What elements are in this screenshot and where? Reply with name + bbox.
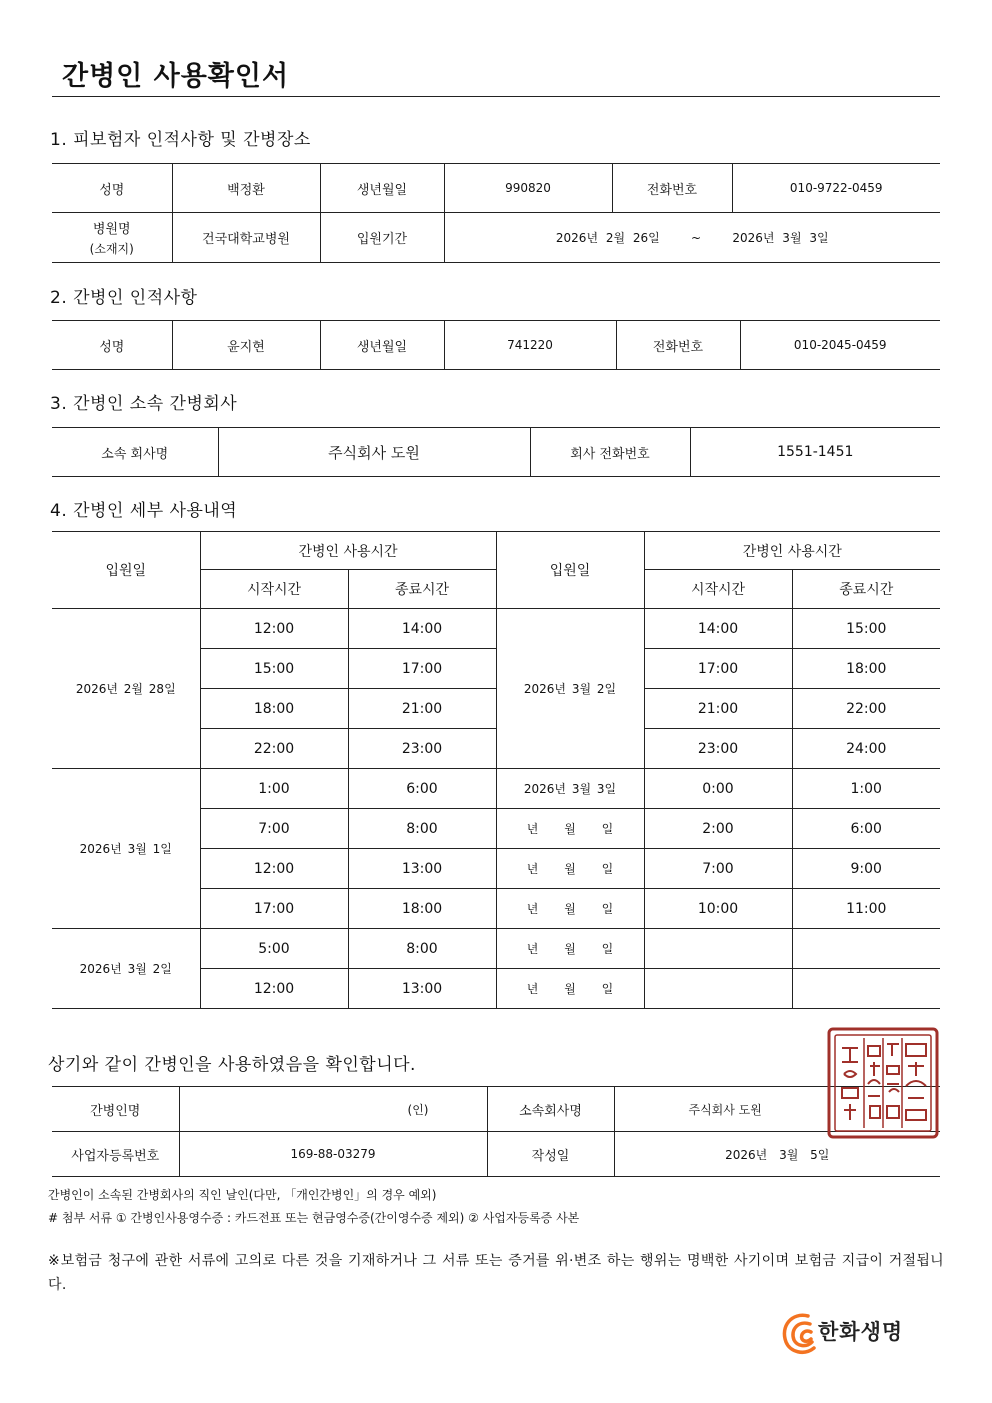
left-start-time: 12:00 bbox=[200, 849, 348, 889]
left-end-time: 6:00 bbox=[348, 769, 496, 809]
sign-company-label: 소속회사명 bbox=[487, 1087, 614, 1132]
right-date-cell: 년 월 일 bbox=[496, 809, 644, 849]
table-row bbox=[52, 769, 940, 809]
caregiver-sign-field: (인) bbox=[179, 1087, 487, 1132]
company-table bbox=[52, 427, 940, 477]
right-start-time: 7:00 bbox=[644, 849, 792, 889]
left-start-time: 18:00 bbox=[200, 689, 348, 729]
left-end-time: 17:00 bbox=[348, 649, 496, 689]
logo-text: 한화생명 bbox=[818, 1320, 904, 1344]
note-attachments: # 첨부 서류 ① 간병인사용영수증 : 카드전표 또는 현금영수증(간이영수증 제외) ② 사업자등록증 사본 bbox=[48, 1211, 580, 1225]
insured-name: 백정환 bbox=[172, 164, 320, 213]
period-start: 2026년 2월 26일 bbox=[555, 231, 660, 245]
right-date-cell: 2026년 3월 2일 bbox=[496, 609, 644, 769]
table-row bbox=[52, 929, 940, 969]
section-1-title: 1. 피보험자 인적사항 및 간병장소 bbox=[50, 130, 311, 150]
title-divider bbox=[52, 96, 940, 97]
hospital-label-line2: (소재지) bbox=[89, 242, 134, 256]
left-start-time: 7:00 bbox=[200, 809, 348, 849]
insured-table bbox=[52, 163, 940, 263]
hospital-name: 건국대학교병원 bbox=[172, 213, 320, 263]
admission-period bbox=[444, 213, 940, 263]
period-separator: ~ bbox=[691, 231, 702, 245]
caregiver-sign-label: 간병인명 bbox=[52, 1087, 179, 1132]
left-end-time: 13:00 bbox=[348, 969, 496, 1009]
left-end-time: 23:00 bbox=[348, 729, 496, 769]
company-seal-icon bbox=[826, 1026, 940, 1140]
written-date: 2026년 3월 5일 bbox=[614, 1132, 940, 1177]
right-end-time: 1:00 bbox=[792, 769, 940, 809]
left-end-header: 종료시간 bbox=[348, 570, 496, 609]
right-start-time bbox=[644, 969, 792, 1009]
period-label: 입원기간 bbox=[320, 213, 444, 263]
caregiver-name-label: 성명 bbox=[52, 321, 172, 370]
usage-table bbox=[52, 531, 940, 1009]
note-seal: 간병인이 소속된 간병회사의 직인 날인(다만, 「개인간병인」의 경우 예외) bbox=[48, 1188, 437, 1202]
insured-name-label: 성명 bbox=[52, 164, 172, 213]
right-end-time: 11:00 bbox=[792, 889, 940, 929]
hospital-label bbox=[52, 213, 172, 263]
confirm-text: 상기와 같이 간병인을 사용하였음을 확인합니다. bbox=[48, 1055, 416, 1075]
right-start-time: 14:00 bbox=[644, 609, 792, 649]
hospital-label-line1: 병원명 bbox=[92, 222, 131, 237]
right-end-time bbox=[792, 969, 940, 1009]
right-date-cell: 년 월 일 bbox=[496, 849, 644, 889]
right-start-time: 23:00 bbox=[644, 729, 792, 769]
left-date-header: 입원일 bbox=[52, 532, 200, 609]
right-end-time: 15:00 bbox=[792, 609, 940, 649]
right-start-time: 2:00 bbox=[644, 809, 792, 849]
company-phone: 1551-1451 bbox=[690, 428, 940, 477]
right-start-time: 17:00 bbox=[644, 649, 792, 689]
left-start-time: 12:00 bbox=[200, 609, 348, 649]
caregiver-name: 윤지현 bbox=[172, 321, 320, 370]
hanwha-logo bbox=[778, 1308, 938, 1358]
right-end-time: 6:00 bbox=[792, 809, 940, 849]
right-end-time: 18:00 bbox=[792, 649, 940, 689]
written-date-label: 작성일 bbox=[487, 1132, 614, 1177]
left-end-time: 8:00 bbox=[348, 809, 496, 849]
left-start-time: 15:00 bbox=[200, 649, 348, 689]
right-date-cell: 2026년 3월 3일 bbox=[496, 769, 644, 809]
right-date-header: 입원일 bbox=[496, 532, 644, 609]
right-date-cell: 년 월 일 bbox=[496, 929, 644, 969]
fraud-warning: ※보험금 청구에 관한 서류에 고의로 다른 것을 기재하거나 그 서류 또는 증거를 위·변조 하는 행위는 명백한 사기이며 보험금 지급이 거절됩니다. bbox=[48, 1253, 944, 1293]
insured-phone: 010-9722-0459 bbox=[732, 164, 940, 213]
biz-no: 169-88-03279 bbox=[179, 1132, 487, 1177]
left-start-time: 5:00 bbox=[200, 929, 348, 969]
right-date-cell: 년 월 일 bbox=[496, 969, 644, 1009]
left-date-cell: 2026년 3월 1일 bbox=[52, 769, 200, 929]
section-4-title: 4. 간병인 세부 사용내역 bbox=[50, 501, 238, 521]
section-2-title: 2. 간병인 인적사항 bbox=[50, 288, 198, 308]
right-start-time: 0:00 bbox=[644, 769, 792, 809]
right-time-header: 간병인 사용시간 bbox=[644, 532, 940, 570]
insured-birth-label: 생년월일 bbox=[320, 164, 444, 213]
company-name-label: 소속 회사명 bbox=[52, 428, 218, 477]
left-end-time: 13:00 bbox=[348, 849, 496, 889]
table-row bbox=[52, 609, 940, 649]
period-end: 2026년 3월 3일 bbox=[732, 231, 829, 245]
left-start-time: 12:00 bbox=[200, 969, 348, 1009]
company-phone-label: 회사 전화번호 bbox=[530, 428, 690, 477]
left-time-header: 간병인 사용시간 bbox=[200, 532, 496, 570]
left-end-time: 21:00 bbox=[348, 689, 496, 729]
right-start-time bbox=[644, 929, 792, 969]
hanwha-logo-icon bbox=[778, 1310, 822, 1358]
insured-phone-label: 전화번호 bbox=[612, 164, 732, 213]
left-start-time: 22:00 bbox=[200, 729, 348, 769]
left-date-cell: 2026년 3월 2일 bbox=[52, 929, 200, 1009]
page-title: 간병인 사용확인서 bbox=[62, 61, 290, 92]
left-end-time: 14:00 bbox=[348, 609, 496, 649]
right-start-time: 10:00 bbox=[644, 889, 792, 929]
right-end-time bbox=[792, 929, 940, 969]
left-start-time: 17:00 bbox=[200, 889, 348, 929]
sign-company: 주식회사 도원 bbox=[614, 1087, 940, 1132]
caregiver-birth: 741220 bbox=[444, 321, 616, 370]
caregiver-birth-label: 생년월일 bbox=[320, 321, 444, 370]
company-name: 주식회사 도원 bbox=[218, 428, 530, 477]
right-end-time: 22:00 bbox=[792, 689, 940, 729]
section-3-title: 3. 간병인 소속 간병회사 bbox=[50, 394, 238, 414]
caregiver-phone: 010-2045-0459 bbox=[740, 321, 940, 370]
right-start-time: 21:00 bbox=[644, 689, 792, 729]
left-end-time: 8:00 bbox=[348, 929, 496, 969]
left-start-header: 시작시간 bbox=[200, 570, 348, 609]
biz-no-label: 사업자등록번호 bbox=[52, 1132, 179, 1177]
right-date-cell: 년 월 일 bbox=[496, 889, 644, 929]
right-end-header: 종료시간 bbox=[792, 570, 940, 609]
right-start-header: 시작시간 bbox=[644, 570, 792, 609]
caregiver-phone-label: 전화번호 bbox=[616, 321, 740, 370]
insured-birth: 990820 bbox=[444, 164, 612, 213]
right-end-time: 24:00 bbox=[792, 729, 940, 769]
left-end-time: 18:00 bbox=[348, 889, 496, 929]
right-end-time: 9:00 bbox=[792, 849, 940, 889]
left-start-time: 1:00 bbox=[200, 769, 348, 809]
left-date-cell: 2026년 2월 28일 bbox=[52, 609, 200, 769]
caregiver-table bbox=[52, 320, 940, 370]
sign-table bbox=[52, 1086, 940, 1177]
